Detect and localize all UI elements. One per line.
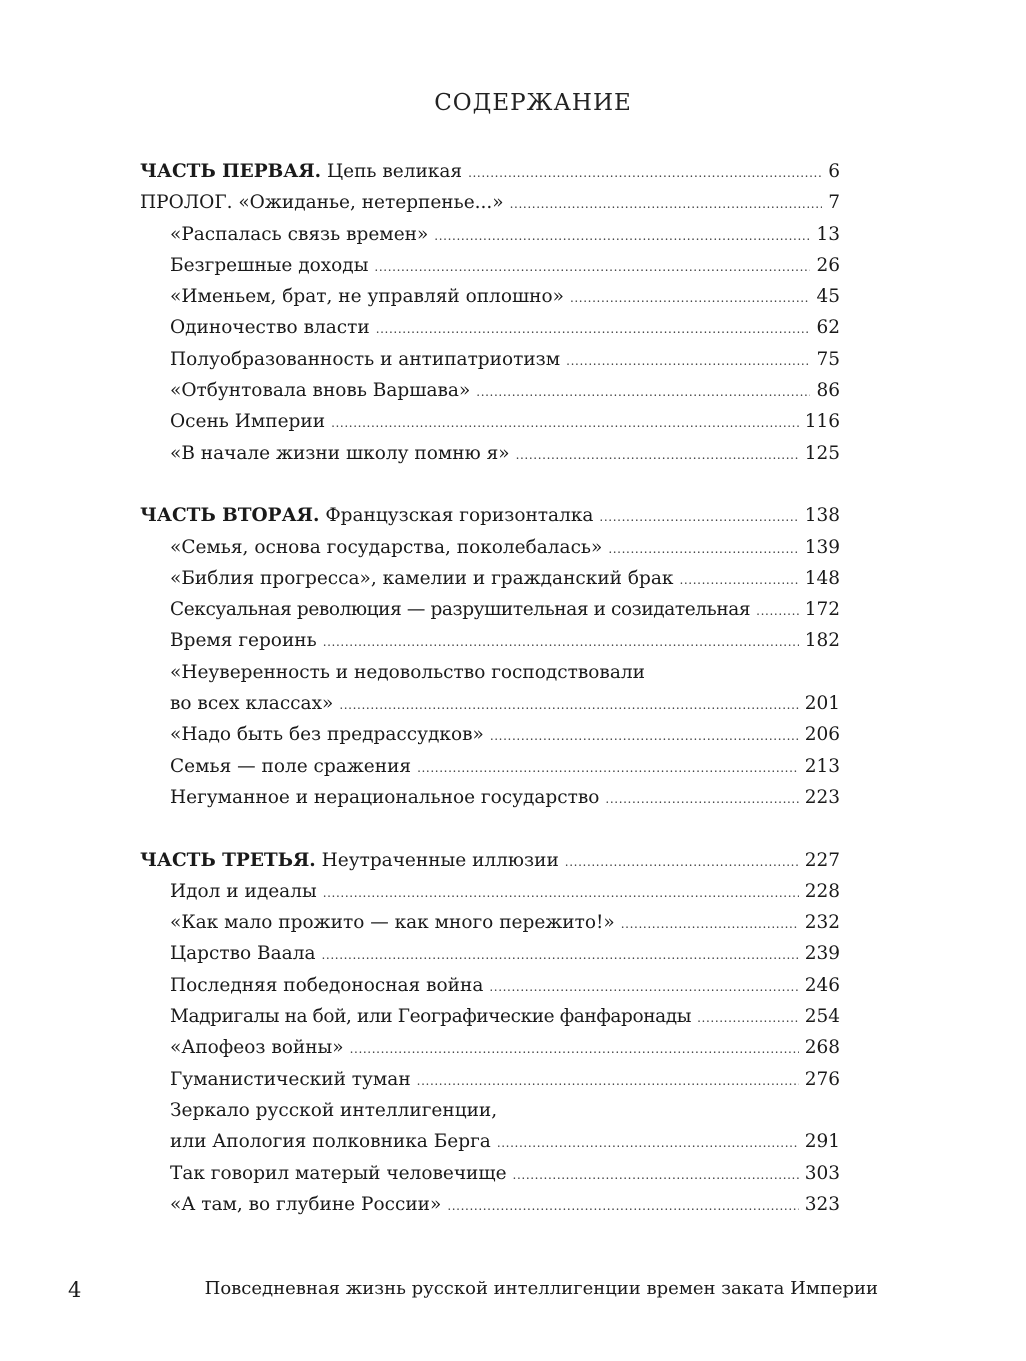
dot-leader xyxy=(621,907,799,940)
table-of-contents xyxy=(140,156,840,1220)
page-number: 223 xyxy=(804,786,840,808)
entry-title: «Семья, основа государства, поколебалась» xyxy=(170,536,603,558)
entry-title: Семья — поле сражения xyxy=(170,755,412,777)
dot-leader xyxy=(468,156,822,189)
toc-part-2[interactable] xyxy=(140,500,840,531)
toc-entry[interactable] xyxy=(140,250,840,281)
dot-leader xyxy=(697,1001,799,1034)
entry-title: ПРОЛОГ. «Ожиданье, нетерпенье...» xyxy=(140,192,504,214)
page-number: 228 xyxy=(804,880,840,902)
entry-title: Зеркало русской интеллигенции, xyxy=(170,1099,498,1121)
page-number: 75 xyxy=(816,348,840,370)
page-number: 206 xyxy=(804,724,840,746)
entry-title: Идол и идеалы xyxy=(170,880,317,902)
page-number: 62 xyxy=(816,317,840,339)
page-number: 182 xyxy=(804,630,840,652)
page-number: 227 xyxy=(804,849,840,871)
toc-entry[interactable] xyxy=(140,719,840,750)
toc-entry[interactable] xyxy=(140,1126,840,1157)
dot-leader xyxy=(605,782,798,815)
dot-leader xyxy=(323,625,799,658)
entry-title: Полуобразованность и антипатриотизм xyxy=(170,348,561,370)
entry-title: «Распалась связь времен» xyxy=(170,223,429,245)
dot-leader xyxy=(490,719,799,752)
page-number: 172 xyxy=(804,599,840,621)
page-number: 323 xyxy=(804,1193,840,1215)
toc-entry[interactable] xyxy=(140,281,840,312)
toc-entry[interactable] xyxy=(140,187,840,218)
page-number: 268 xyxy=(804,1037,840,1059)
entry-title: Одиночество власти xyxy=(170,317,370,339)
entry-title: Безгрешные доходы xyxy=(170,254,369,276)
toc-entry[interactable] xyxy=(140,688,840,719)
page-number: 213 xyxy=(804,755,840,777)
entry-title: «Апофеоз войны» xyxy=(170,1037,344,1059)
toc-entry[interactable] xyxy=(140,406,840,437)
page-number: 201 xyxy=(804,693,840,715)
dot-leader xyxy=(323,876,799,909)
toc-entry[interactable] xyxy=(140,438,840,469)
dot-leader xyxy=(376,312,811,345)
dot-leader xyxy=(608,532,798,565)
toc-entry[interactable] xyxy=(140,219,840,250)
toc-entry[interactable] xyxy=(140,625,840,656)
toc-entry[interactable] xyxy=(140,532,840,563)
page-number: 246 xyxy=(804,974,840,996)
dot-leader xyxy=(513,1158,799,1191)
page-number: 303 xyxy=(804,1162,840,1184)
entry-title: Осень Империи xyxy=(170,411,326,433)
toc-entry[interactable] xyxy=(140,344,840,375)
toc-part-3[interactable] xyxy=(140,845,840,876)
entry-title: Царство Ваала xyxy=(170,943,316,965)
entry-title: «Как мало прожито — как много пережито!» xyxy=(170,912,615,934)
toc-entry[interactable] xyxy=(140,1158,840,1189)
dot-leader xyxy=(350,1032,799,1065)
part-label: ЧАСТЬ ПЕРВАЯ. xyxy=(140,161,322,182)
part-name: Цепь великая xyxy=(327,161,463,182)
toc-part-1[interactable] xyxy=(140,156,840,187)
page-number: 13 xyxy=(816,223,840,245)
entry-title: «Отбунтовала вновь Варшава» xyxy=(170,380,471,402)
toc-entry[interactable] xyxy=(140,563,840,594)
toc-entry[interactable] xyxy=(140,1001,840,1032)
part-label: ЧАСТЬ ТРЕТЬЯ. xyxy=(140,849,316,871)
toc-entry[interactable] xyxy=(140,312,840,343)
entry-title: «Библия прогресса», камелии и гражданский брак xyxy=(170,567,674,589)
toc-entry[interactable] xyxy=(140,782,840,813)
part-name: Французская горизонталка xyxy=(325,505,594,527)
toc-entry-line1[interactable] xyxy=(140,1095,840,1126)
entry-title: Гуманистический туман xyxy=(170,1068,411,1090)
page-number: 138 xyxy=(804,505,840,527)
entry-title-continued: или Апология полковника Берга xyxy=(170,1131,491,1153)
entry-title: Последняя победоносная война xyxy=(170,974,484,996)
dot-leader xyxy=(331,406,799,439)
page-number: 125 xyxy=(804,442,840,464)
dot-leader xyxy=(417,1064,799,1097)
dot-leader xyxy=(447,1189,798,1222)
entry-title: «А там, во глубине России» xyxy=(170,1193,442,1215)
entry-title: «Надо быть без предрассудков» xyxy=(170,724,484,746)
dot-leader xyxy=(339,688,798,721)
part-name: Неутраченные иллюзии xyxy=(321,849,559,871)
dot-leader xyxy=(489,970,798,1003)
toc-entry[interactable] xyxy=(140,594,840,625)
entry-title: «В начале жизни школу помню я» xyxy=(170,442,510,464)
entry-title: Сексуальная революция — разрушительная и созидательная xyxy=(170,599,751,621)
dot-leader xyxy=(434,219,810,252)
dot-leader xyxy=(476,375,810,408)
page-number: 7 xyxy=(828,192,840,214)
dot-leader xyxy=(565,845,799,878)
toc-entry[interactable] xyxy=(140,907,840,938)
footer-page-number: 4 xyxy=(68,1278,82,1302)
entry-title: Мадригалы на бой, или Географические фанфаронады xyxy=(170,1006,692,1028)
entry-title: Так говорил матерый человечище xyxy=(170,1162,507,1184)
dot-leader xyxy=(756,594,799,627)
toc-entry[interactable] xyxy=(140,1189,840,1220)
toc-entry[interactable] xyxy=(140,1032,840,1063)
dot-leader xyxy=(679,563,798,596)
entry-title-continued: во всех классах» xyxy=(170,693,334,715)
toc-entry[interactable] xyxy=(140,876,840,907)
page-number: 6 xyxy=(828,161,840,182)
dot-leader xyxy=(516,438,799,471)
dot-leader xyxy=(510,187,823,220)
toc-entry[interactable] xyxy=(140,751,840,782)
dot-leader xyxy=(599,500,798,533)
page-number: 148 xyxy=(804,567,840,589)
page-number: 232 xyxy=(804,912,840,934)
page-number: 291 xyxy=(804,1131,840,1153)
dot-leader xyxy=(497,1126,799,1159)
dot-leader xyxy=(321,938,798,971)
dot-leader xyxy=(570,281,811,314)
page-number: 139 xyxy=(804,536,840,558)
page-number: 276 xyxy=(804,1068,840,1090)
entry-title: Негуманное и нерациональное государство xyxy=(170,786,600,808)
page-number: 45 xyxy=(816,286,840,308)
dot-leader xyxy=(374,250,810,283)
entry-title: «Именьем, брат, не управляй оплошно» xyxy=(170,286,564,308)
toc-entry-line1[interactable] xyxy=(140,657,840,688)
toc-entry[interactable] xyxy=(140,938,840,969)
page-number: 239 xyxy=(804,943,840,965)
page-number: 26 xyxy=(816,254,840,276)
toc-entry[interactable] xyxy=(140,375,840,406)
part-label: ЧАСТЬ ВТОРАЯ. xyxy=(140,505,320,527)
footer-book-title: Повседневная жизнь русской интеллигенции времен заката Империи xyxy=(204,1278,878,1299)
page-title: СОДЕРЖАНИЕ xyxy=(434,90,632,116)
entry-title: Время героинь xyxy=(170,630,317,652)
page-number: 116 xyxy=(804,411,840,433)
toc-entry[interactable] xyxy=(140,970,840,1001)
page-number: 86 xyxy=(816,380,840,402)
entry-title: «Неуверенность и недовольство господствовали xyxy=(170,661,645,683)
page-number: 254 xyxy=(804,1006,840,1028)
dot-leader xyxy=(417,751,799,784)
dot-leader xyxy=(566,344,810,377)
toc-entry[interactable] xyxy=(140,1064,840,1095)
